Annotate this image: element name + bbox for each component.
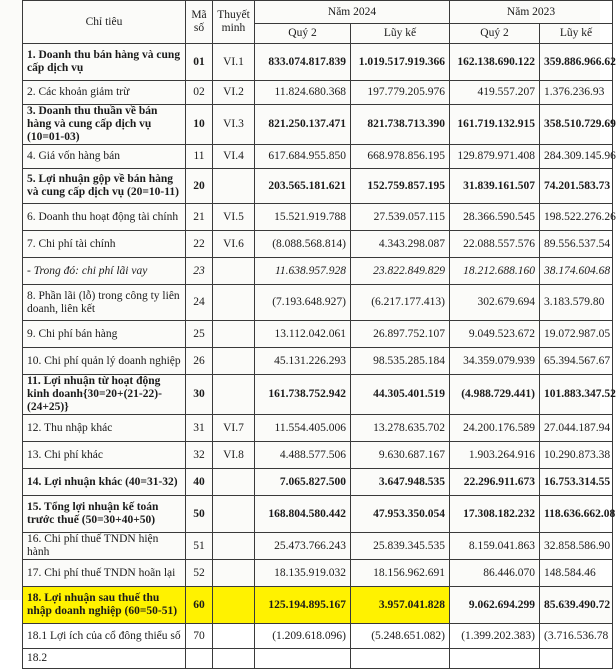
ytd-2023-value: 101.883.347.52 bbox=[540, 375, 613, 415]
table-row bbox=[23, 624, 613, 649]
q2-2024-value: 617.684.955.850 bbox=[255, 145, 351, 169]
q2-2023-value: 9.062.694.299 bbox=[450, 587, 540, 624]
q2-2023-value: 302.679.694 bbox=[450, 285, 540, 321]
ytd-2024-value: 44.305.401.519 bbox=[351, 375, 450, 415]
row-name: 15. Tổng lợi nhuận kế toán trước thuế (50=30+40+50) bbox=[23, 496, 186, 533]
q2-2024-value: 11.824.680.368 bbox=[255, 81, 351, 105]
q2-2024-value: 18.135.919.032 bbox=[255, 560, 351, 587]
q2-2023-value: 86.446.070 bbox=[450, 560, 540, 587]
q2-2023-value: 9.049.523.672 bbox=[450, 321, 540, 348]
ytd-2023-value: 1.376.236.93 bbox=[540, 81, 613, 105]
row-note bbox=[213, 533, 255, 560]
year-2023-header: Năm 2023 bbox=[450, 1, 613, 24]
q2-2024-value: 11.638.957.928 bbox=[255, 258, 351, 285]
ytd-2024-value: 26.897.752.107 bbox=[351, 321, 450, 348]
row-code: 01 bbox=[186, 44, 213, 81]
q2-2024-value: 7.065.827.500 bbox=[255, 469, 351, 496]
row-code: 22 bbox=[186, 231, 213, 258]
table-row bbox=[23, 415, 613, 442]
q2-2024-value: 833.074.817.839 bbox=[255, 44, 351, 81]
ytd-2024-value: 197.779.205.976 bbox=[351, 81, 450, 105]
ytd-2024-value: 1.019.517.919.366 bbox=[351, 44, 450, 81]
ytd-2023-value: 38.174.604.68 bbox=[540, 258, 613, 285]
row-code: 40 bbox=[186, 469, 213, 496]
row-note bbox=[213, 321, 255, 348]
ytd-2023-value: 358.510.729.69 bbox=[540, 105, 613, 145]
q2-2023-value: 31.839.161.507 bbox=[450, 169, 540, 204]
row-name: 11. Lợi nhuận từ hoạt động kinh doanh{30=20+(21-22)-(24+25)} bbox=[23, 375, 186, 415]
row-note: VI.5 bbox=[213, 204, 255, 231]
table-row bbox=[23, 44, 613, 81]
q2-2023-value bbox=[450, 649, 540, 669]
row-name: 14. Lợi nhuận khác (40=31-32) bbox=[23, 469, 186, 496]
row-code: 23 bbox=[186, 258, 213, 285]
code-header: Mã số bbox=[186, 1, 213, 44]
q2-2023-value: 24.200.176.589 bbox=[450, 415, 540, 442]
row-note bbox=[213, 169, 255, 204]
q2-2023-value: 17.308.182.232 bbox=[450, 496, 540, 533]
row-name: 8. Phần lãi (lỗ) trong công ty liên doanh, liên kết bbox=[23, 285, 186, 321]
row-name: 4. Giá vốn hàng bán bbox=[23, 145, 186, 169]
q2-2023-value: 419.557.207 bbox=[450, 81, 540, 105]
ytd-2023-value: 118.636.662.08 bbox=[540, 496, 613, 533]
ytd-2023-value: 65.394.567.67 bbox=[540, 348, 613, 375]
row-name: 5. Lợi nhuận gộp về bán hàng và cung cấp dịch vụ (20=10-11) bbox=[23, 169, 186, 204]
row-name: 13. Chi phí khác bbox=[23, 442, 186, 469]
row-code: 11 bbox=[186, 145, 213, 169]
q2-2023-value: 28.366.590.545 bbox=[450, 204, 540, 231]
ytd-2024-value: 98.535.285.184 bbox=[351, 348, 450, 375]
q2-2024-header: Quý 2 bbox=[255, 24, 351, 44]
ytd-2024-value: 9.630.687.167 bbox=[351, 442, 450, 469]
q2-2023-header: Quý 2 bbox=[450, 24, 540, 44]
row-name: 7. Chi phí tài chính bbox=[23, 231, 186, 258]
row-note bbox=[213, 560, 255, 587]
q2-2024-value bbox=[255, 649, 351, 669]
ytd-2023-value: 359.886.966.62 bbox=[540, 44, 613, 81]
table-row bbox=[23, 533, 613, 560]
ytd-2024-value: 13.278.635.702 bbox=[351, 415, 450, 442]
ytd-2024-value: 27.539.057.115 bbox=[351, 204, 450, 231]
q2-2023-value: 129.879.971.408 bbox=[450, 145, 540, 169]
row-code: 60 bbox=[186, 587, 213, 624]
ytd-2024-value: 47.953.350.054 bbox=[351, 496, 450, 533]
row-name: 2. Các khoản giảm trừ bbox=[23, 81, 186, 105]
ytd-2023-value: 10.290.873.38 bbox=[540, 442, 613, 469]
table-row bbox=[23, 469, 613, 496]
q2-2023-value: 8.159.041.863 bbox=[450, 533, 540, 560]
note-header: Thuyết minh bbox=[213, 1, 255, 44]
q2-2024-value: 13.112.042.061 bbox=[255, 321, 351, 348]
q2-2023-value: 34.359.079.939 bbox=[450, 348, 540, 375]
row-name: 18. Lợi nhuận sau thuế thu nhập doanh nghiệp (60=50-51) bbox=[23, 587, 186, 624]
row-note: VI.2 bbox=[213, 81, 255, 105]
q2-2024-value: 4.488.577.506 bbox=[255, 442, 351, 469]
row-name: 9. Chi phí bán hàng bbox=[23, 321, 186, 348]
row-name: 6. Doanh thu hoạt động tài chính bbox=[23, 204, 186, 231]
table-row-highlighted bbox=[23, 587, 613, 624]
row-name: 16. Chi phí thuế TNDN hiện hành bbox=[23, 533, 186, 560]
ytd-2023-value: 89.556.537.54 bbox=[540, 231, 613, 258]
row-note: VI.6 bbox=[213, 231, 255, 258]
q2-2024-value: 168.804.580.442 bbox=[255, 496, 351, 533]
table-row bbox=[23, 169, 613, 204]
row-note: VI.8 bbox=[213, 442, 255, 469]
table-row bbox=[23, 105, 613, 145]
row-name: 17. Chi phí thuế TNDN hoãn lại bbox=[23, 560, 186, 587]
year-2024-header: Năm 2024 bbox=[255, 1, 450, 24]
ytd-2023-value: 32.858.586.90 bbox=[540, 533, 613, 560]
row-name: 18.2 bbox=[23, 649, 186, 669]
header-row-1 bbox=[23, 1, 613, 24]
table-row bbox=[23, 321, 613, 348]
row-code: 25 bbox=[186, 321, 213, 348]
ytd-2023-value: 19.072.987.05 bbox=[540, 321, 613, 348]
row-code bbox=[186, 649, 213, 669]
row-note bbox=[213, 258, 255, 285]
table-row bbox=[23, 204, 613, 231]
row-code: 24 bbox=[186, 285, 213, 321]
q2-2024-value: 15.521.919.788 bbox=[255, 204, 351, 231]
ytd-2023-value: 74.201.583.73 bbox=[540, 169, 613, 204]
q2-2023-value: 22.296.911.673 bbox=[450, 469, 540, 496]
table-row bbox=[23, 496, 613, 533]
q2-2024-value: 821.250.137.471 bbox=[255, 105, 351, 145]
q2-2024-value: 11.554.405.006 bbox=[255, 415, 351, 442]
q2-2023-value: 161.719.132.915 bbox=[450, 105, 540, 145]
row-note bbox=[213, 348, 255, 375]
table-row bbox=[23, 375, 613, 415]
q2-2023-value: 22.088.557.576 bbox=[450, 231, 540, 258]
ytd-2024-value: 3.957.041.828 bbox=[351, 587, 450, 624]
row-note bbox=[213, 624, 255, 649]
row-code: 31 bbox=[186, 415, 213, 442]
income-statement-table bbox=[22, 0, 616, 669]
table-row bbox=[23, 560, 613, 587]
row-note bbox=[213, 469, 255, 496]
ytd-2023-value: 198.522.276.26 bbox=[540, 204, 613, 231]
ytd-2023-header: Lũy kế bbox=[540, 24, 613, 44]
row-name: 18.1 Lợi ích của cổ đông thiểu số bbox=[23, 624, 186, 649]
row-name: 3. Doanh thu thuần về bán hàng và cung cấp dịch vụ (10=01-03) bbox=[23, 105, 186, 145]
ytd-2023-value: 148.584.46 bbox=[540, 560, 613, 587]
ytd-2024-value: 4.343.298.087 bbox=[351, 231, 450, 258]
row-note bbox=[213, 649, 255, 669]
row-code: 26 bbox=[186, 348, 213, 375]
row-note: VI.3 bbox=[213, 105, 255, 145]
ytd-2023-value: 3.183.579.80 bbox=[540, 285, 613, 321]
q2-2023-value: 162.138.690.122 bbox=[450, 44, 540, 81]
row-code: 50 bbox=[186, 496, 213, 533]
ytd-2024-value: 821.738.713.390 bbox=[351, 105, 450, 145]
row-name: 12. Thu nhập khác bbox=[23, 415, 186, 442]
row-note: VI.4 bbox=[213, 145, 255, 169]
indicator-header: Chỉ tiêu bbox=[23, 1, 186, 44]
q2-2023-value: 1.903.264.916 bbox=[450, 442, 540, 469]
row-note: VI.7 bbox=[213, 415, 255, 442]
row-code: 52 bbox=[186, 560, 213, 587]
ytd-2023-value: 284.309.145.96 bbox=[540, 145, 613, 169]
ytd-2024-value: 668.978.856.195 bbox=[351, 145, 450, 169]
table-row bbox=[23, 145, 613, 169]
q2-2023-value: 18.212.688.160 bbox=[450, 258, 540, 285]
ytd-2024-value: 3.647.948.535 bbox=[351, 469, 450, 496]
row-note bbox=[213, 285, 255, 321]
row-note bbox=[213, 375, 255, 415]
row-code: 70 bbox=[186, 624, 213, 649]
ytd-2023-value: (3.716.536.78 bbox=[540, 624, 613, 649]
ytd-2024-value: 25.839.345.535 bbox=[351, 533, 450, 560]
q2-2023-value: (1.399.202.383) bbox=[450, 624, 540, 649]
q2-2024-value: 45.131.226.293 bbox=[255, 348, 351, 375]
ytd-2024-value: 18.156.962.691 bbox=[351, 560, 450, 587]
table-row bbox=[23, 649, 613, 669]
table-row bbox=[23, 81, 613, 105]
q2-2023-value: (4.988.729.441) bbox=[450, 375, 540, 415]
q2-2024-value: 161.738.752.942 bbox=[255, 375, 351, 415]
row-note: VI.1 bbox=[213, 44, 255, 81]
row-name: 1. Doanh thu bán hàng và cung cấp dịch vụ bbox=[23, 44, 186, 81]
ytd-2023-value: 16.753.314.55 bbox=[540, 469, 613, 496]
ytd-2023-value: 27.044.187.94 bbox=[540, 415, 613, 442]
ytd-2024-value: (6.217.177.413) bbox=[351, 285, 450, 321]
ytd-2024-value: 23.822.849.829 bbox=[351, 258, 450, 285]
row-code: 30 bbox=[186, 375, 213, 415]
row-note bbox=[213, 496, 255, 533]
table-row bbox=[23, 442, 613, 469]
ytd-2023-value bbox=[540, 649, 613, 669]
row-name: 10. Chi phí quản lý doanh nghiệp bbox=[23, 348, 186, 375]
row-code: 10 bbox=[186, 105, 213, 145]
row-name: - Trong đó: chi phí lãi vay bbox=[23, 258, 186, 285]
q2-2024-value: (7.193.648.927) bbox=[255, 285, 351, 321]
ytd-2023-value: 85.639.490.72 bbox=[540, 587, 613, 624]
q2-2024-value: (8.088.568.814) bbox=[255, 231, 351, 258]
row-code: 21 bbox=[186, 204, 213, 231]
ytd-2024-value bbox=[351, 649, 450, 669]
q2-2024-value: 125.194.895.167 bbox=[255, 587, 351, 624]
ytd-2024-header: Lũy kế bbox=[351, 24, 450, 44]
row-code: 32 bbox=[186, 442, 213, 469]
table-row bbox=[23, 258, 613, 285]
row-code: 51 bbox=[186, 533, 213, 560]
q2-2024-value: 25.473.766.243 bbox=[255, 533, 351, 560]
q2-2024-value: 203.565.181.621 bbox=[255, 169, 351, 204]
row-code: 02 bbox=[186, 81, 213, 105]
ytd-2024-value: 152.759.857.195 bbox=[351, 169, 450, 204]
table-row bbox=[23, 231, 613, 258]
row-code: 20 bbox=[186, 169, 213, 204]
ytd-2024-value: (5.248.651.082) bbox=[351, 624, 450, 649]
table-row bbox=[23, 348, 613, 375]
q2-2024-value: (1.209.618.096) bbox=[255, 624, 351, 649]
row-note bbox=[213, 587, 255, 624]
table-row bbox=[23, 285, 613, 321]
